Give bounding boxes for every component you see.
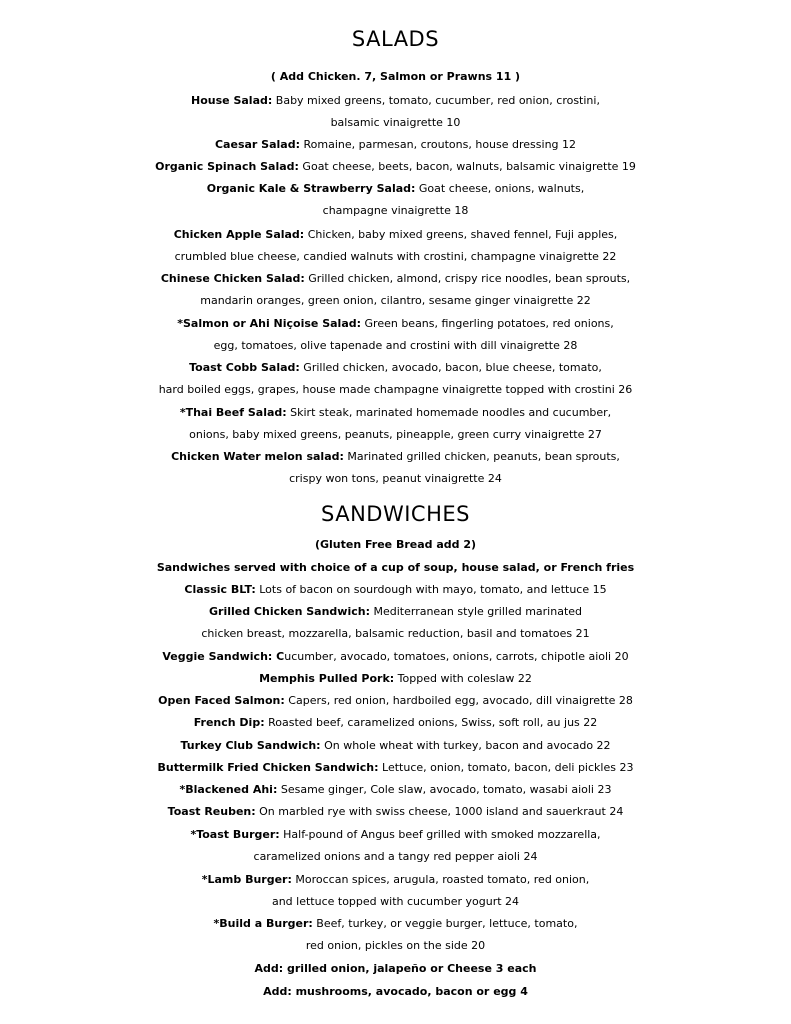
menu-item-caesar-salad <box>0 134 791 156</box>
menu-item-classic-blt <box>0 579 791 601</box>
menu-item-lamb-burger <box>0 869 791 891</box>
item-desc-cont: red onion, pickles on the side 20 <box>305 939 486 952</box>
item-name: *Toast Burger: <box>190 828 280 841</box>
item-desc: Lots of bacon on sourdough with mayo, tomato, and lettuce 15 <box>255 583 607 596</box>
item-desc-cont: crumbled blue cheese, candied walnuts with crostini, champagne vinaigrette 22 <box>174 250 617 263</box>
sandwiches-title: SANDWICHES <box>321 502 470 526</box>
item-name: *Build a Burger: <box>213 917 313 930</box>
item-name: *Salmon or Ahi Niçoise Salad: <box>177 317 362 330</box>
item-name: Toast Reuben: <box>167 805 256 818</box>
item-desc: Goat cheese, beets, bacon, walnuts, balsamic vinaigrette 19 <box>298 160 636 173</box>
menu-item-veggie-sandwich <box>0 646 791 668</box>
menu-item-open-faced-salmon <box>0 690 791 712</box>
item-name: Caesar Salad: <box>214 138 300 151</box>
item-desc: Sesame ginger, Cole slaw, avocado, tomato, wasabi aioli 23 <box>277 783 612 796</box>
item-name: *Lamb Burger: <box>201 873 292 886</box>
item-desc: ucumber, avocado, tomatoes, onions, carrots, chipotle aioli 20 <box>284 650 629 663</box>
menu-item-chinese-chicken-salad <box>0 268 791 290</box>
sides-note: Sandwiches served with choice of a cup of soup, house salad, or French fries <box>156 561 635 574</box>
menu-item-cobb-salad <box>0 357 791 379</box>
item-desc: Lettuce, onion, tomato, bacon, deli pickles 23 <box>378 761 634 774</box>
item-name: Open Faced Salmon: <box>158 694 285 707</box>
item-desc: Topped with coleslaw 22 <box>394 672 532 685</box>
menu-item-spinach-salad <box>0 156 791 178</box>
salads-title: SALADS <box>351 27 440 51</box>
item-desc: Capers, red onion, hardboiled egg, avocado, dill vinaigrette 28 <box>284 694 633 707</box>
item-desc-cont: chicken breast, mozzarella, balsamic reduction, basil and tomatoes 21 <box>201 627 590 640</box>
item-desc: Moroccan spices, arugula, roasted tomato, red onion, <box>291 873 590 886</box>
item-desc: Half-pound of Angus beef grilled with smoked mozzarella, <box>279 828 601 841</box>
menu-item-pulled-pork <box>0 668 791 690</box>
item-desc: Grilled chicken, avocado, bacon, blue cheese, tomato, <box>299 361 602 374</box>
item-desc-cont: egg, tomatoes, olive tapenade and crostini with dill vinaigrette 28 <box>213 339 578 352</box>
item-desc-cont: champagne vinaigrette 18 <box>322 204 469 217</box>
item-name: Classic BLT: <box>184 583 256 596</box>
item-desc-cont: hard boiled eggs, grapes, house made champagne vinaigrette topped with crostini 26 <box>158 383 633 396</box>
item-desc: On whole wheat with turkey, bacon and avocado 22 <box>320 739 611 752</box>
item-name: Chinese Chicken Salad: <box>160 272 305 285</box>
item-name: *Thai Beef Salad: <box>179 406 287 419</box>
item-name: French Dip: <box>193 716 265 729</box>
item-desc: Mediterranean style grilled marinated <box>369 605 583 618</box>
menu-item-house-salad <box>0 90 791 112</box>
item-name: House Salad: <box>191 94 273 107</box>
menu-item-watermelon-salad <box>0 446 791 468</box>
item-name: Grilled Chicken Sandwich: <box>208 605 370 618</box>
item-name: Organic Spinach Salad: <box>155 160 299 173</box>
gluten-free-note: (Gluten Free Bread add 2) <box>314 538 477 551</box>
item-desc-cont: and lettuce topped with cucumber yogurt 24 <box>271 895 520 908</box>
item-desc: Grilled chicken, almond, crispy rice noodles, bean sprouts, <box>304 272 631 285</box>
item-name: Organic Kale & Strawberry Salad: <box>206 182 416 195</box>
menu-item-thai-beef-salad <box>0 402 791 424</box>
add-ons-line-2: Add: mushrooms, avocado, bacon or egg 4 <box>263 985 528 998</box>
menu-item-toast-burger <box>0 824 791 846</box>
item-desc-cont: mandarin oranges, green onion, cilantro, sesame ginger vinaigrette 22 <box>200 294 591 307</box>
item-desc: Marinated grilled chicken, peanuts, bean sprouts, <box>343 450 620 463</box>
menu-item-kale-salad <box>0 178 791 200</box>
item-desc: Goat cheese, onions, walnuts, <box>415 182 585 195</box>
item-name: *Blackened Ahi: <box>179 783 278 796</box>
menu-item-turkey-club <box>0 735 791 757</box>
menu-item-chicken-apple-salad <box>0 224 791 246</box>
item-desc: Baby mixed greens, tomato, cucumber, red onion, crostini, <box>272 94 600 107</box>
item-desc-cont: caramelized onions and a tangy red pepper aioli 24 <box>253 850 538 863</box>
menu-item-grilled-chicken-sandwich <box>0 601 791 623</box>
item-name: Veggie Sandwich: C <box>162 650 285 663</box>
item-desc: Skirt steak, marinated homemade noodles and cucumber, <box>286 406 612 419</box>
item-desc-cont: crispy won tons, peanut vinaigrette 24 <box>289 472 502 485</box>
menu-item-blackened-ahi <box>0 779 791 801</box>
menu-item-nicoise-salad <box>0 313 791 335</box>
item-desc: On marbled rye with swiss cheese, 1000 island and sauerkraut 24 <box>255 805 624 818</box>
menu-item-french-dip <box>0 712 791 734</box>
item-desc-cont: balsamic vinaigrette 10 <box>330 116 461 129</box>
add-ons-line-1: Add: grilled onion, jalapeño or Cheese 3 each <box>254 962 537 975</box>
item-name: Turkey Club Sandwich: <box>180 739 321 752</box>
item-desc: Green beans, fingerling potatoes, red onions, <box>361 317 614 330</box>
item-name: Toast Cobb Salad: <box>189 361 300 374</box>
item-name: Memphis Pulled Pork: <box>259 672 395 685</box>
salads-add-protein-note: ( Add Chicken. 7, Salmon or Prawns 11 ) <box>270 70 521 83</box>
menu-item-build-a-burger <box>0 913 791 935</box>
menu-item-toast-reuben <box>0 801 791 823</box>
item-name: Chicken Water melon salad: <box>171 450 344 463</box>
item-desc-cont: onions, baby mixed greens, peanuts, pineapple, green curry vinaigrette 27 <box>189 428 602 441</box>
item-desc: Romaine, parmesan, croutons, house dressing 12 <box>299 138 577 151</box>
menu-item-fried-chicken-sandwich <box>0 757 791 779</box>
item-desc: Roasted beef, caramelized onions, Swiss, soft roll, au jus 22 <box>264 716 598 729</box>
item-name: Buttermilk Fried Chicken Sandwich: <box>157 761 379 774</box>
item-desc: Chicken, baby mixed greens, shaved fennel, Fuji apples, <box>304 228 618 241</box>
item-name: Chicken Apple Salad: <box>173 228 305 241</box>
item-desc: Beef, turkey, or veggie burger, lettuce, tomato, <box>312 917 578 930</box>
